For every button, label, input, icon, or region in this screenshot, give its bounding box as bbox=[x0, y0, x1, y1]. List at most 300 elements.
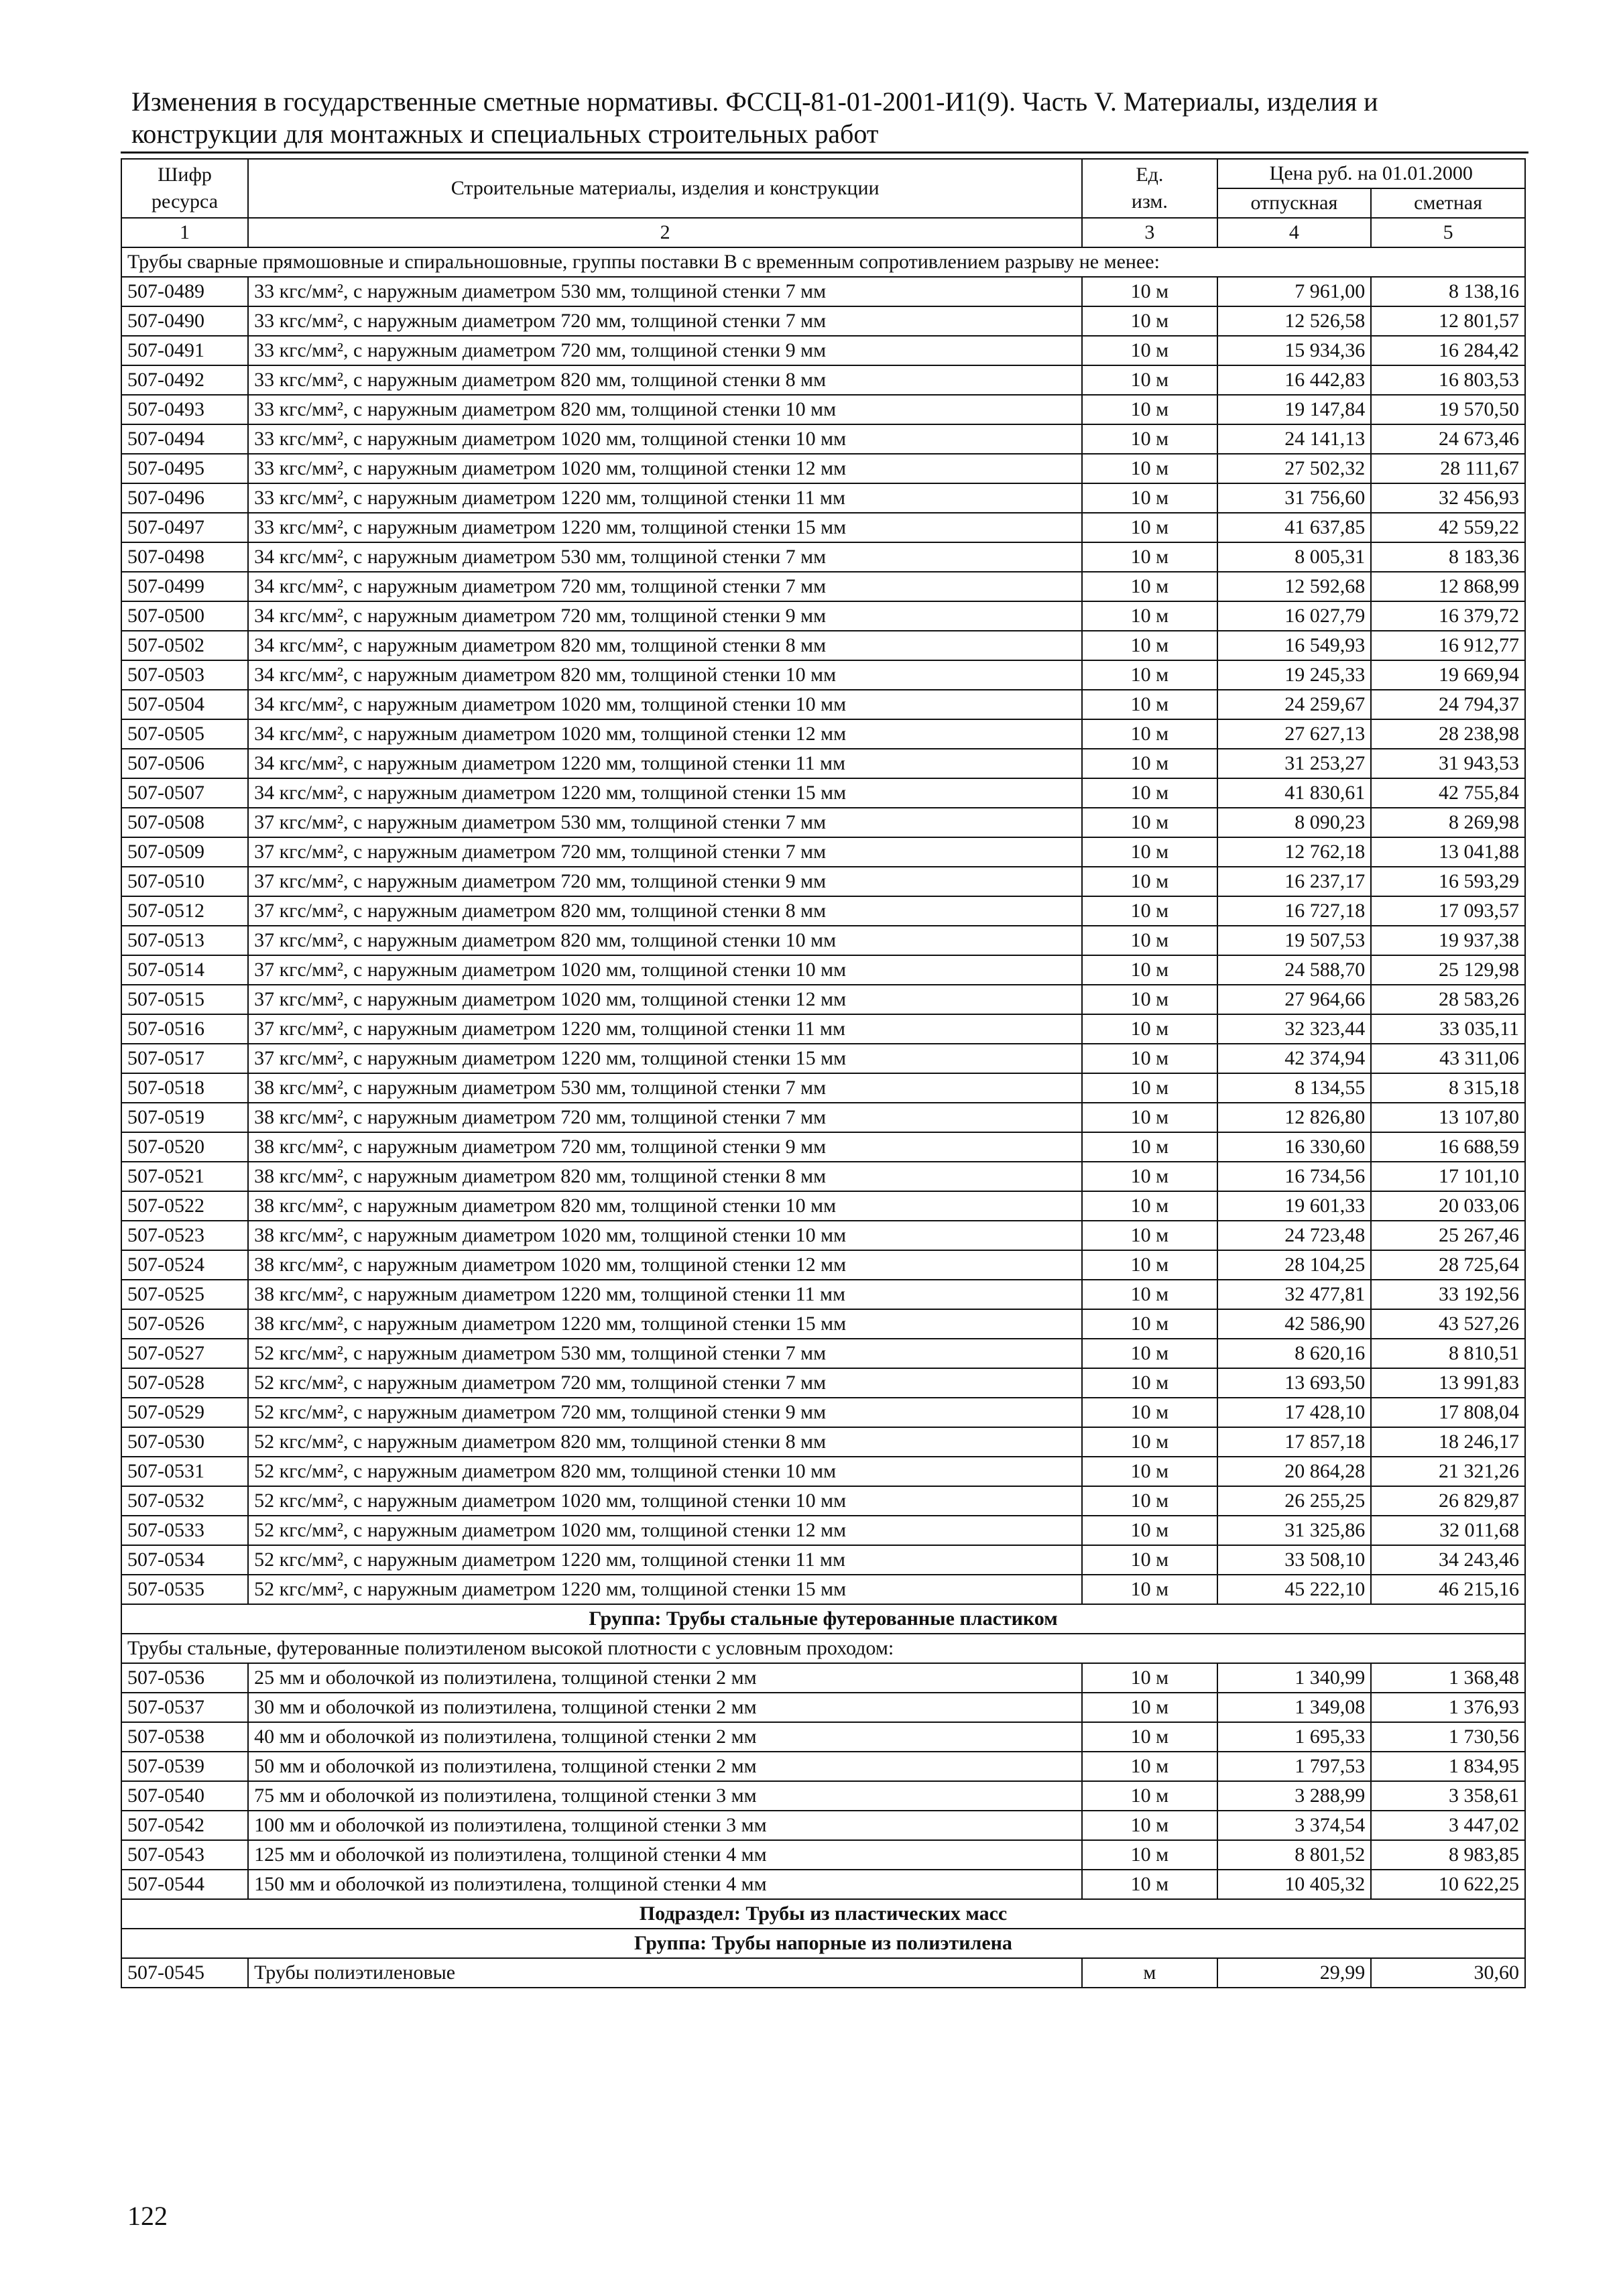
estimate-price: 21 321,26 bbox=[1371, 1457, 1525, 1486]
unit-of-measure: 10 м bbox=[1082, 336, 1217, 365]
estimate-price: 34 243,46 bbox=[1371, 1545, 1525, 1575]
estimate-price: 25 129,98 bbox=[1371, 955, 1525, 985]
material-description: 33 кгс/мм², с наружным диаметром 820 мм, толщиной стенки 10 мм bbox=[248, 395, 1082, 424]
material-description: 34 кгс/мм², с наружным диаметром 1220 мм, толщиной стенки 15 мм bbox=[248, 778, 1082, 808]
estimate-price: 32 456,93 bbox=[1371, 483, 1525, 513]
unit-of-measure: 10 м bbox=[1082, 1250, 1217, 1280]
estimate-price: 28 583,26 bbox=[1371, 985, 1525, 1014]
unit-of-measure: 10 м bbox=[1082, 926, 1217, 955]
table-row bbox=[121, 1014, 1525, 1044]
header-line-2: конструкции для монтажных и специальных строительных работ bbox=[131, 119, 879, 149]
table-row bbox=[121, 1811, 1525, 1840]
header-description: Строительные материалы, изделия и конструкции bbox=[248, 159, 1082, 218]
unit-of-measure: 10 м bbox=[1082, 454, 1217, 483]
subsection-title-row bbox=[121, 1899, 1525, 1929]
estimate-price: 24 794,37 bbox=[1371, 690, 1525, 719]
unit-of-measure: 10 м bbox=[1082, 1870, 1217, 1899]
unit-of-measure: 10 м bbox=[1082, 1752, 1217, 1781]
resource-code: 507-0492 bbox=[121, 365, 248, 395]
column-number: 1 bbox=[121, 218, 248, 247]
estimate-price: 28 111,67 bbox=[1371, 454, 1525, 483]
table-row bbox=[121, 1486, 1525, 1516]
release-price: 1 797,53 bbox=[1217, 1752, 1372, 1781]
unit-of-measure: 10 м bbox=[1082, 1073, 1217, 1103]
material-description: 38 кгс/мм², с наружным диаметром 1220 мм, толщиной стенки 11 мм bbox=[248, 1280, 1082, 1309]
unit-of-measure: 10 м bbox=[1082, 572, 1217, 601]
material-description: 33 кгс/мм², с наружным диаметром 720 мм, толщиной стенки 9 мм bbox=[248, 336, 1082, 365]
release-price: 16 330,60 bbox=[1217, 1132, 1372, 1162]
section-title-row bbox=[121, 247, 1525, 277]
material-description: 34 кгс/мм², с наружным диаметром 820 мм, толщиной стенки 8 мм bbox=[248, 631, 1082, 660]
table-row bbox=[121, 454, 1525, 483]
release-price: 19 507,53 bbox=[1217, 926, 1372, 955]
estimate-price: 8 269,98 bbox=[1371, 808, 1525, 837]
resource-code: 507-0507 bbox=[121, 778, 248, 808]
resource-code: 507-0529 bbox=[121, 1398, 248, 1427]
resource-code: 507-0515 bbox=[121, 985, 248, 1014]
material-description: 37 кгс/мм², с наружным диаметром 720 мм, толщиной стенки 9 мм bbox=[248, 867, 1082, 896]
release-price: 19 147,84 bbox=[1217, 395, 1372, 424]
resource-code: 507-0508 bbox=[121, 808, 248, 837]
estimate-price: 3 358,61 bbox=[1371, 1781, 1525, 1811]
unit-of-measure: 10 м bbox=[1082, 1191, 1217, 1221]
unit-of-measure: 10 м bbox=[1082, 631, 1217, 660]
release-price: 45 222,10 bbox=[1217, 1575, 1372, 1604]
unit-of-measure: 10 м bbox=[1082, 1309, 1217, 1339]
release-price: 28 104,25 bbox=[1217, 1250, 1372, 1280]
table-row bbox=[121, 1132, 1525, 1162]
unit-of-measure: 10 м bbox=[1082, 1663, 1217, 1693]
table-row bbox=[121, 778, 1525, 808]
header-divider bbox=[121, 152, 1528, 154]
release-price: 17 428,10 bbox=[1217, 1398, 1372, 1427]
material-description: 38 кгс/мм², с наружным диаметром 720 мм, толщиной стенки 7 мм bbox=[248, 1103, 1082, 1132]
material-description: 52 кгс/мм², с наружным диаметром 530 мм, толщиной стенки 7 мм bbox=[248, 1339, 1082, 1368]
column-number: 4 bbox=[1217, 218, 1372, 247]
material-description: 34 кгс/мм², с наружным диаметром 530 мм, толщиной стенки 7 мм bbox=[248, 542, 1082, 572]
resource-code: 507-0512 bbox=[121, 896, 248, 926]
material-description: 50 мм и оболочкой из полиэтилена, толщиной стенки 2 мм bbox=[248, 1752, 1082, 1781]
resource-code: 507-0534 bbox=[121, 1545, 248, 1575]
material-description: 75 мм и оболочкой из полиэтилена, толщиной стенки 3 мм bbox=[248, 1781, 1082, 1811]
release-price: 16 734,56 bbox=[1217, 1162, 1372, 1191]
estimate-price: 17 808,04 bbox=[1371, 1398, 1525, 1427]
table-row bbox=[121, 1752, 1525, 1781]
estimate-price: 16 593,29 bbox=[1371, 867, 1525, 896]
resource-code: 507-0528 bbox=[121, 1368, 248, 1398]
estimate-price: 16 912,77 bbox=[1371, 631, 1525, 660]
estimate-price: 16 688,59 bbox=[1371, 1132, 1525, 1162]
column-number: 2 bbox=[248, 218, 1082, 247]
unit-of-measure: 10 м bbox=[1082, 1427, 1217, 1457]
unit-of-measure: 10 м bbox=[1082, 1693, 1217, 1722]
estimate-price: 8 810,51 bbox=[1371, 1339, 1525, 1368]
group-title-row bbox=[121, 1604, 1525, 1634]
section-title-row bbox=[121, 1634, 1525, 1663]
table-row bbox=[121, 1870, 1525, 1899]
material-description: 37 кгс/мм², с наружным диаметром 820 мм, толщиной стенки 10 мм bbox=[248, 926, 1082, 955]
unit-of-measure: 10 м bbox=[1082, 1132, 1217, 1162]
material-description: 37 кгс/мм², с наружным диаметром 820 мм, толщиной стенки 8 мм bbox=[248, 896, 1082, 926]
estimate-price: 16 284,42 bbox=[1371, 336, 1525, 365]
release-price: 1 695,33 bbox=[1217, 1722, 1372, 1752]
unit-of-measure: 10 м bbox=[1082, 896, 1217, 926]
material-description: 34 кгс/мм², с наружным диаметром 720 мм, толщиной стенки 7 мм bbox=[248, 572, 1082, 601]
estimate-price: 20 033,06 bbox=[1371, 1191, 1525, 1221]
resource-code: 507-0493 bbox=[121, 395, 248, 424]
release-price: 12 762,18 bbox=[1217, 837, 1372, 867]
table-row bbox=[121, 1280, 1525, 1309]
material-description: 37 кгс/мм², с наружным диаметром 530 мм, толщиной стенки 7 мм bbox=[248, 808, 1082, 837]
material-description: 38 кгс/мм², с наружным диаметром 1020 мм, толщиной стенки 10 мм bbox=[248, 1221, 1082, 1250]
release-price: 16 027,79 bbox=[1217, 601, 1372, 631]
estimate-price: 12 801,57 bbox=[1371, 306, 1525, 336]
unit-of-measure: 10 м bbox=[1082, 395, 1217, 424]
material-description: 150 мм и оболочкой из полиэтилена, толщиной стенки 4 мм bbox=[248, 1870, 1082, 1899]
resource-code: 507-0502 bbox=[121, 631, 248, 660]
material-description: 33 кгс/мм², с наружным диаметром 820 мм, толщиной стенки 8 мм bbox=[248, 365, 1082, 395]
resource-code: 507-0500 bbox=[121, 601, 248, 631]
release-price: 7 961,00 bbox=[1217, 277, 1372, 306]
header-price-release: отпускная bbox=[1217, 188, 1372, 218]
table-row bbox=[121, 1516, 1525, 1545]
release-price: 42 374,94 bbox=[1217, 1044, 1372, 1073]
resource-code: 507-0539 bbox=[121, 1752, 248, 1781]
header-unit: Ед. изм. bbox=[1082, 159, 1217, 218]
resource-code: 507-0499 bbox=[121, 572, 248, 601]
table-row bbox=[121, 926, 1525, 955]
table-row bbox=[121, 336, 1525, 365]
material-description: 38 кгс/мм², с наружным диаметром 820 мм, толщиной стенки 8 мм bbox=[248, 1162, 1082, 1191]
estimate-price: 26 829,87 bbox=[1371, 1486, 1525, 1516]
unit-of-measure: 10 м bbox=[1082, 719, 1217, 749]
release-price: 27 964,66 bbox=[1217, 985, 1372, 1014]
resource-code: 507-0521 bbox=[121, 1162, 248, 1191]
table-row bbox=[121, 1339, 1525, 1368]
estimate-price: 42 755,84 bbox=[1371, 778, 1525, 808]
table-row bbox=[121, 1722, 1525, 1752]
unit-of-measure: 10 м bbox=[1082, 837, 1217, 867]
release-price: 42 586,90 bbox=[1217, 1309, 1372, 1339]
resource-code: 507-0494 bbox=[121, 424, 248, 454]
unit-of-measure: 10 м bbox=[1082, 690, 1217, 719]
table-row bbox=[121, 837, 1525, 867]
estimate-price: 19 669,94 bbox=[1371, 660, 1525, 690]
estimate-price: 46 215,16 bbox=[1371, 1575, 1525, 1604]
table-row bbox=[121, 660, 1525, 690]
material-description: 38 кгс/мм², с наружным диаметром 1020 мм, толщиной стенки 12 мм bbox=[248, 1250, 1082, 1280]
release-price: 12 592,68 bbox=[1217, 572, 1372, 601]
resource-code: 507-0489 bbox=[121, 277, 248, 306]
table-row bbox=[121, 1457, 1525, 1486]
release-price: 32 477,81 bbox=[1217, 1280, 1372, 1309]
resource-code: 507-0533 bbox=[121, 1516, 248, 1545]
table-row bbox=[121, 955, 1525, 985]
estimate-price: 43 527,26 bbox=[1371, 1309, 1525, 1339]
material-description: 38 кгс/мм², с наружным диаметром 820 мм, толщиной стенки 10 мм bbox=[248, 1191, 1082, 1221]
release-price: 8 620,16 bbox=[1217, 1339, 1372, 1368]
unit-of-measure: 10 м bbox=[1082, 660, 1217, 690]
estimate-price: 10 622,25 bbox=[1371, 1870, 1525, 1899]
unit-of-measure: 10 м bbox=[1082, 1457, 1217, 1486]
release-price: 24 723,48 bbox=[1217, 1221, 1372, 1250]
resource-code: 507-0530 bbox=[121, 1427, 248, 1457]
table-row bbox=[121, 1663, 1525, 1693]
table-row bbox=[121, 749, 1525, 778]
material-description: 33 кгс/мм², с наружным диаметром 1220 мм, толщиной стенки 15 мм bbox=[248, 513, 1082, 542]
unit-of-measure: 10 м bbox=[1082, 808, 1217, 837]
unit-of-measure: 10 м bbox=[1082, 1339, 1217, 1368]
table-row bbox=[121, 690, 1525, 719]
estimate-price: 24 673,46 bbox=[1371, 424, 1525, 454]
price-table bbox=[121, 158, 1526, 1988]
resource-code: 507-0516 bbox=[121, 1014, 248, 1044]
unit-of-measure: 10 м bbox=[1082, 1162, 1217, 1191]
table-header-row bbox=[121, 159, 1525, 188]
table-row bbox=[121, 1368, 1525, 1398]
material-description: 37 кгс/мм², с наружным диаметром 1020 мм, толщиной стенки 12 мм bbox=[248, 985, 1082, 1014]
estimate-price: 13 041,88 bbox=[1371, 837, 1525, 867]
column-number: 3 bbox=[1082, 218, 1217, 247]
estimate-price: 17 101,10 bbox=[1371, 1162, 1525, 1191]
material-description: 30 мм и оболочкой из полиэтилена, толщиной стенки 2 мм bbox=[248, 1693, 1082, 1722]
unit-of-measure: 10 м bbox=[1082, 778, 1217, 808]
material-description: 34 кгс/мм², с наружным диаметром 1220 мм, толщиной стенки 11 мм bbox=[248, 749, 1082, 778]
resource-code: 507-0525 bbox=[121, 1280, 248, 1309]
unit-of-measure: 10 м bbox=[1082, 1840, 1217, 1870]
estimate-price: 25 267,46 bbox=[1371, 1221, 1525, 1250]
material-description: 37 кгс/мм², с наружным диаметром 1220 мм, толщиной стенки 11 мм bbox=[248, 1014, 1082, 1044]
table-row bbox=[121, 513, 1525, 542]
unit-of-measure: 10 м bbox=[1082, 1575, 1217, 1604]
release-price: 41 830,61 bbox=[1217, 778, 1372, 808]
subsection-title: Подраздел: Трубы из пластических масс bbox=[121, 1899, 1525, 1929]
unit-of-measure: 10 м bbox=[1082, 513, 1217, 542]
table-row bbox=[121, 719, 1525, 749]
group-title-row bbox=[121, 1929, 1525, 1958]
material-description: Трубы полиэтиленовые bbox=[248, 1958, 1082, 1988]
estimate-price: 43 311,06 bbox=[1371, 1044, 1525, 1073]
table-row bbox=[121, 1781, 1525, 1811]
release-price: 27 502,32 bbox=[1217, 454, 1372, 483]
resource-code: 507-0526 bbox=[121, 1309, 248, 1339]
unit-of-measure: 10 м bbox=[1082, 483, 1217, 513]
material-description: 38 кгс/мм², с наружным диаметром 530 мм, толщиной стенки 7 мм bbox=[248, 1073, 1082, 1103]
unit-of-measure: 10 м bbox=[1082, 1221, 1217, 1250]
resource-code: 507-0490 bbox=[121, 306, 248, 336]
material-description: 38 кгс/мм², с наружным диаметром 720 мм, толщиной стенки 9 мм bbox=[248, 1132, 1082, 1162]
table-row bbox=[121, 1103, 1525, 1132]
material-description: 100 мм и оболочкой из полиэтилена, толщиной стенки 3 мм bbox=[248, 1811, 1082, 1840]
table-row bbox=[121, 1575, 1525, 1604]
material-description: 34 кгс/мм², с наружным диаметром 1020 мм, толщиной стенки 12 мм bbox=[248, 719, 1082, 749]
unit-of-measure: 10 м bbox=[1082, 1722, 1217, 1752]
release-price: 31 253,27 bbox=[1217, 749, 1372, 778]
table-row bbox=[121, 572, 1525, 601]
resource-code: 507-0518 bbox=[121, 1073, 248, 1103]
resource-code: 507-0514 bbox=[121, 955, 248, 985]
unit-of-measure: 10 м bbox=[1082, 542, 1217, 572]
table-row bbox=[121, 424, 1525, 454]
estimate-price: 8 315,18 bbox=[1371, 1073, 1525, 1103]
resource-code: 507-0503 bbox=[121, 660, 248, 690]
resource-code: 507-0537 bbox=[121, 1693, 248, 1722]
estimate-price: 16 803,53 bbox=[1371, 365, 1525, 395]
material-description: 33 кгс/мм², с наружным диаметром 530 мм, толщиной стенки 7 мм bbox=[248, 277, 1082, 306]
table-row bbox=[121, 985, 1525, 1014]
release-price: 8 134,55 bbox=[1217, 1073, 1372, 1103]
estimate-price: 17 093,57 bbox=[1371, 896, 1525, 926]
group-title: Группа: Трубы стальные футерованные пластиком bbox=[121, 1604, 1525, 1634]
estimate-price: 19 570,50 bbox=[1371, 395, 1525, 424]
resource-code: 507-0491 bbox=[121, 336, 248, 365]
resource-code: 507-0495 bbox=[121, 454, 248, 483]
release-price: 1 349,08 bbox=[1217, 1693, 1372, 1722]
unit-of-measure: 10 м bbox=[1082, 1014, 1217, 1044]
resource-code: 507-0498 bbox=[121, 542, 248, 572]
estimate-price: 18 246,17 bbox=[1371, 1427, 1525, 1457]
table-row bbox=[121, 306, 1525, 336]
table-row bbox=[121, 1693, 1525, 1722]
resource-code: 507-0543 bbox=[121, 1840, 248, 1870]
release-price: 29,99 bbox=[1217, 1958, 1372, 1988]
column-number-row bbox=[121, 218, 1525, 247]
material-description: 37 кгс/мм², с наружным диаметром 720 мм, толщиной стенки 7 мм bbox=[248, 837, 1082, 867]
unit-of-measure: 10 м bbox=[1082, 867, 1217, 896]
release-price: 24 259,67 bbox=[1217, 690, 1372, 719]
resource-code: 507-0531 bbox=[121, 1457, 248, 1486]
table-row bbox=[121, 277, 1525, 306]
release-price: 24 588,70 bbox=[1217, 955, 1372, 985]
table-row bbox=[121, 1545, 1525, 1575]
resource-code: 507-0519 bbox=[121, 1103, 248, 1132]
unit-of-measure: 10 м bbox=[1082, 1398, 1217, 1427]
material-description: 52 кгс/мм², с наружным диаметром 1220 мм, толщиной стенки 11 мм bbox=[248, 1545, 1082, 1575]
unit-of-measure: 10 м bbox=[1082, 365, 1217, 395]
table-row bbox=[121, 1398, 1525, 1427]
material-description: 52 кгс/мм², с наружным диаметром 820 мм, толщиной стенки 8 мм bbox=[248, 1427, 1082, 1457]
unit-of-measure: 10 м bbox=[1082, 1811, 1217, 1840]
resource-code: 507-0510 bbox=[121, 867, 248, 896]
release-price: 8 090,23 bbox=[1217, 808, 1372, 837]
release-price: 33 508,10 bbox=[1217, 1545, 1372, 1575]
release-price: 32 323,44 bbox=[1217, 1014, 1372, 1044]
estimate-price: 19 937,38 bbox=[1371, 926, 1525, 955]
resource-code: 507-0504 bbox=[121, 690, 248, 719]
material-description: 52 кгс/мм², с наружным диаметром 1220 мм, толщиной стенки 15 мм bbox=[248, 1575, 1082, 1604]
material-description: 33 кгс/мм², с наружным диаметром 720 мм, толщиной стенки 7 мм bbox=[248, 306, 1082, 336]
estimate-price: 8 983,85 bbox=[1371, 1840, 1525, 1870]
unit-of-measure: 10 м bbox=[1082, 1280, 1217, 1309]
table-row bbox=[121, 395, 1525, 424]
unit-of-measure: 10 м bbox=[1082, 1545, 1217, 1575]
table-row bbox=[121, 1250, 1525, 1280]
release-price: 16 442,83 bbox=[1217, 365, 1372, 395]
material-description: 52 кгс/мм², с наружным диаметром 820 мм, толщиной стенки 10 мм bbox=[248, 1457, 1082, 1486]
table-row bbox=[121, 896, 1525, 926]
release-price: 16 237,17 bbox=[1217, 867, 1372, 896]
resource-code: 507-0540 bbox=[121, 1781, 248, 1811]
unit-of-measure: 10 м bbox=[1082, 1044, 1217, 1073]
material-description: 34 кгс/мм², с наружным диаметром 720 мм, толщиной стенки 9 мм bbox=[248, 601, 1082, 631]
estimate-price: 1 376,93 bbox=[1371, 1693, 1525, 1722]
resource-code: 507-0520 bbox=[121, 1132, 248, 1162]
material-description: 52 кгс/мм², с наружным диаметром 1020 мм, толщиной стенки 12 мм bbox=[248, 1516, 1082, 1545]
resource-code: 507-0513 bbox=[121, 926, 248, 955]
release-price: 1 340,99 bbox=[1217, 1663, 1372, 1693]
unit-of-measure: 10 м bbox=[1082, 749, 1217, 778]
material-description: 38 кгс/мм², с наружным диаметром 1220 мм, толщиной стенки 15 мм bbox=[248, 1309, 1082, 1339]
resource-code: 507-0522 bbox=[121, 1191, 248, 1221]
table-row bbox=[121, 1073, 1525, 1103]
table-row bbox=[121, 601, 1525, 631]
release-price: 12 526,58 bbox=[1217, 306, 1372, 336]
material-description: 37 кгс/мм², с наружным диаметром 1020 мм, толщиной стенки 10 мм bbox=[248, 955, 1082, 985]
estimate-price: 32 011,68 bbox=[1371, 1516, 1525, 1545]
resource-code: 507-0509 bbox=[121, 837, 248, 867]
unit-of-measure: м bbox=[1082, 1958, 1217, 1988]
material-description: 52 кгс/мм², с наружным диаметром 720 мм, толщиной стенки 7 мм bbox=[248, 1368, 1082, 1398]
resource-code: 507-0538 bbox=[121, 1722, 248, 1752]
release-price: 10 405,32 bbox=[1217, 1870, 1372, 1899]
column-number: 5 bbox=[1371, 218, 1525, 247]
release-price: 19 245,33 bbox=[1217, 660, 1372, 690]
estimate-price: 31 943,53 bbox=[1371, 749, 1525, 778]
header-code: Шифр ресурса bbox=[121, 159, 248, 218]
release-price: 31 756,60 bbox=[1217, 483, 1372, 513]
estimate-price: 8 183,36 bbox=[1371, 542, 1525, 572]
unit-of-measure: 10 м bbox=[1082, 1486, 1217, 1516]
table-row bbox=[121, 1044, 1525, 1073]
table-row bbox=[121, 1958, 1525, 1988]
table-row bbox=[121, 867, 1525, 896]
table-row bbox=[121, 1162, 1525, 1191]
release-price: 16 727,18 bbox=[1217, 896, 1372, 926]
release-price: 3 288,99 bbox=[1217, 1781, 1372, 1811]
estimate-price: 13 107,80 bbox=[1371, 1103, 1525, 1132]
estimate-price: 8 138,16 bbox=[1371, 277, 1525, 306]
resource-code: 507-0517 bbox=[121, 1044, 248, 1073]
release-price: 24 141,13 bbox=[1217, 424, 1372, 454]
release-price: 15 934,36 bbox=[1217, 336, 1372, 365]
table-row bbox=[121, 1221, 1525, 1250]
resource-code: 507-0524 bbox=[121, 1250, 248, 1280]
release-price: 20 864,28 bbox=[1217, 1457, 1372, 1486]
estimate-price: 30,60 bbox=[1371, 1958, 1525, 1988]
release-price: 41 637,85 bbox=[1217, 513, 1372, 542]
material-description: 125 мм и оболочкой из полиэтилена, толщиной стенки 4 мм bbox=[248, 1840, 1082, 1870]
material-description: 40 мм и оболочкой из полиэтилена, толщиной стенки 2 мм bbox=[248, 1722, 1082, 1752]
table-row bbox=[121, 631, 1525, 660]
resource-code: 507-0545 bbox=[121, 1958, 248, 1988]
release-price: 31 325,86 bbox=[1217, 1516, 1372, 1545]
estimate-price: 42 559,22 bbox=[1371, 513, 1525, 542]
unit-of-measure: 10 м bbox=[1082, 1516, 1217, 1545]
unit-of-measure: 10 м bbox=[1082, 601, 1217, 631]
resource-code: 507-0536 bbox=[121, 1663, 248, 1693]
resource-code: 507-0497 bbox=[121, 513, 248, 542]
release-price: 27 627,13 bbox=[1217, 719, 1372, 749]
resource-code: 507-0532 bbox=[121, 1486, 248, 1516]
material-description: 34 кгс/мм², с наружным диаметром 820 мм, толщиной стенки 10 мм bbox=[248, 660, 1082, 690]
table-row bbox=[121, 542, 1525, 572]
unit-of-measure: 10 м bbox=[1082, 424, 1217, 454]
section-title: Трубы стальные, футерованные полиэтиленом высокой плотности с условным проходом: bbox=[121, 1634, 1525, 1663]
estimate-price: 33 035,11 bbox=[1371, 1014, 1525, 1044]
estimate-price: 16 379,72 bbox=[1371, 601, 1525, 631]
unit-of-measure: 10 м bbox=[1082, 277, 1217, 306]
resource-code: 507-0496 bbox=[121, 483, 248, 513]
